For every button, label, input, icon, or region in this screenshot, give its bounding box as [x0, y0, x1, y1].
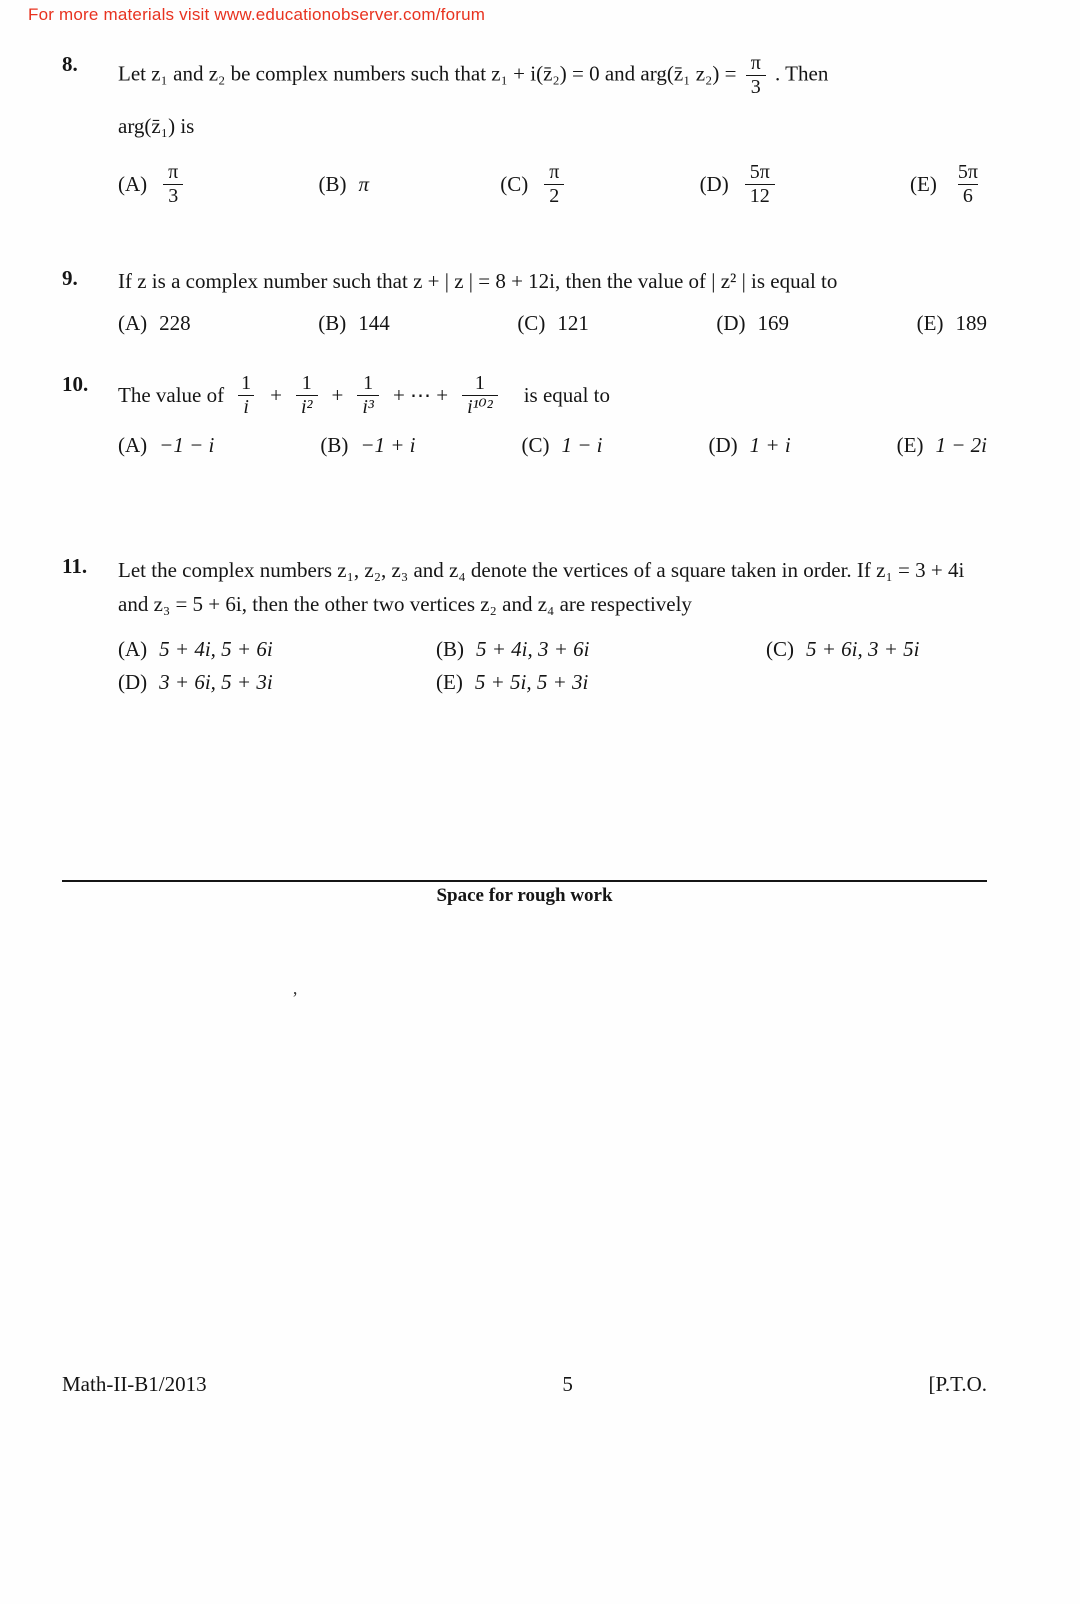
fraction-denominator: 2	[544, 184, 564, 208]
option-d	[700, 161, 779, 208]
stem-text: is equal to	[523, 382, 611, 407]
fraction	[163, 161, 183, 208]
option-e	[910, 161, 987, 208]
option-c	[522, 433, 603, 458]
banner-link: For more materials visit www.educationobserver.com/forum	[28, 5, 486, 24]
option-value: 1 − 2i	[935, 433, 987, 457]
option-label: (D)	[708, 433, 738, 457]
question-10	[62, 372, 987, 458]
fraction-denominator: 6	[958, 184, 978, 208]
option-label: (E)	[916, 311, 944, 335]
option-label: (B)	[318, 171, 347, 196]
footer-pto: [P.T.O.	[928, 1372, 987, 1396]
question-9-number: 9.	[62, 265, 78, 290]
fraction	[745, 161, 775, 208]
option-b	[318, 172, 369, 197]
option-value: π	[358, 171, 370, 196]
option-value: 5 + 4i, 5 + 6i	[159, 637, 273, 662]
option-a	[118, 433, 214, 458]
page-footer	[62, 1372, 987, 1397]
plus-sign: +	[270, 382, 282, 407]
option-label: (A)	[118, 433, 148, 457]
fraction-numerator: 1	[241, 372, 252, 394]
question-8-number: 8.	[62, 52, 78, 76]
option-e	[917, 311, 987, 336]
question-10-options	[118, 433, 987, 458]
option-label: (B)	[318, 311, 347, 335]
option-b	[318, 311, 390, 336]
question-9-stem: If z is a complex number such that z + | z | = 8 + 12i, then the value of | z² | is equal to	[118, 268, 838, 293]
option-value: 5 + 6i, 3 + 5i	[806, 637, 920, 662]
fraction-numerator: 1	[301, 372, 312, 394]
option-e	[436, 670, 766, 695]
option-d	[118, 670, 436, 695]
question-8-stem	[118, 52, 987, 99]
fraction	[357, 372, 379, 419]
fraction	[236, 372, 256, 419]
option-value: 144	[358, 311, 390, 335]
option-label: (C)	[521, 433, 550, 457]
fraction-denominator: 3	[163, 184, 183, 208]
option-value: 3 + 6i, 5 + 3i	[159, 670, 273, 695]
option-b	[436, 637, 766, 662]
option-a	[118, 161, 187, 208]
divider-line	[62, 880, 987, 882]
option-label: (D)	[716, 311, 746, 335]
footer-paper-code: Math-II-B1/2013	[62, 1372, 207, 1396]
fraction-denominator: 12	[745, 184, 775, 208]
fraction-numerator: π	[168, 160, 179, 183]
question-10-number: 10.	[62, 372, 89, 396]
option-label: (E)	[910, 171, 937, 196]
questions-area	[62, 52, 987, 695]
option-value: 169	[757, 311, 790, 335]
option-label: (C)	[500, 171, 529, 196]
option-b	[320, 433, 415, 458]
option-label: (B)	[436, 637, 464, 662]
question-11-options	[118, 637, 987, 695]
option-value: 5 + 4i, 3 + 6i	[476, 637, 590, 662]
option-c	[500, 161, 568, 208]
option-d	[709, 433, 791, 458]
footer-page-number: 5	[562, 1372, 573, 1396]
option-label: (D)	[118, 670, 148, 695]
fraction-numerator: 5π	[957, 160, 978, 183]
option-label: (A)	[118, 171, 148, 196]
fraction	[953, 161, 983, 208]
fraction	[746, 52, 766, 99]
option-value: 189	[955, 311, 987, 335]
rough-work-label: Space for rough work	[436, 885, 613, 906]
scan-artifact: ’	[292, 988, 298, 1008]
option-value: 5 + 5i, 5 + 3i	[474, 670, 589, 695]
option-a	[118, 637, 436, 662]
fraction	[296, 372, 318, 419]
option-e	[897, 433, 987, 458]
ellipsis-plus-sign: + ⋯ +	[392, 382, 449, 407]
option-label: (C)	[517, 311, 546, 335]
question-9	[62, 266, 987, 337]
option-label: (A)	[118, 637, 148, 662]
fraction-numerator: 1	[474, 372, 485, 394]
option-value: 1 + i	[749, 433, 791, 457]
fraction-numerator: π	[549, 160, 560, 183]
question-11	[62, 554, 987, 695]
fraction-denominator: i	[238, 395, 254, 419]
question-8	[62, 52, 987, 208]
option-label: (C)	[766, 637, 794, 662]
stem-text: The value of	[118, 382, 225, 407]
question-9-options	[118, 311, 987, 336]
question-8-stem-line2: arg(z̄₁) is	[118, 114, 195, 138]
question-11-number: 11.	[62, 554, 88, 578]
option-value: −1 + i	[360, 433, 416, 457]
fraction	[544, 161, 564, 208]
stem-text: Let z₁ and z₂ be complex numbers such that z₁ + i(z̄₂) = 0 and arg(z̄₁ z₂) =	[118, 61, 737, 86]
fraction-denominator: i²	[296, 395, 318, 419]
stem-text: . Then	[775, 61, 829, 86]
option-label: (A)	[118, 311, 148, 335]
fraction-numerator: 5π	[749, 160, 770, 183]
fraction-denominator: i¹⁰²	[462, 395, 498, 419]
fraction-numerator: 1	[363, 372, 374, 394]
option-value: 1 − i	[561, 433, 603, 457]
option-d	[716, 311, 789, 336]
question-8-options	[118, 161, 987, 208]
option-value: −1 − i	[159, 433, 215, 457]
fraction-denominator: 3	[746, 75, 766, 99]
option-value: 121	[557, 311, 589, 335]
fraction-numerator: π	[750, 52, 761, 74]
option-label: (E)	[896, 433, 924, 457]
option-value: 228	[159, 311, 191, 335]
option-c	[766, 637, 987, 662]
option-label: (D)	[699, 171, 729, 196]
question-10-stem	[118, 372, 987, 419]
fraction	[462, 372, 498, 419]
option-label: (B)	[320, 433, 349, 457]
option-a	[118, 311, 191, 336]
question-11-stem: Let the complex numbers z₁, z₂, z₃ and z₄ denote the vertices of a square taken in order. If z₁ = 3 + 4i and z₃ = 5 + 6i, then the other two vertices z₂ and z₄ are respectively	[118, 558, 965, 616]
plus-sign: +	[331, 382, 344, 407]
option-c	[517, 311, 589, 336]
fraction-denominator: i³	[357, 395, 379, 419]
option-label: (E)	[436, 670, 463, 695]
rough-work-section	[62, 880, 987, 907]
